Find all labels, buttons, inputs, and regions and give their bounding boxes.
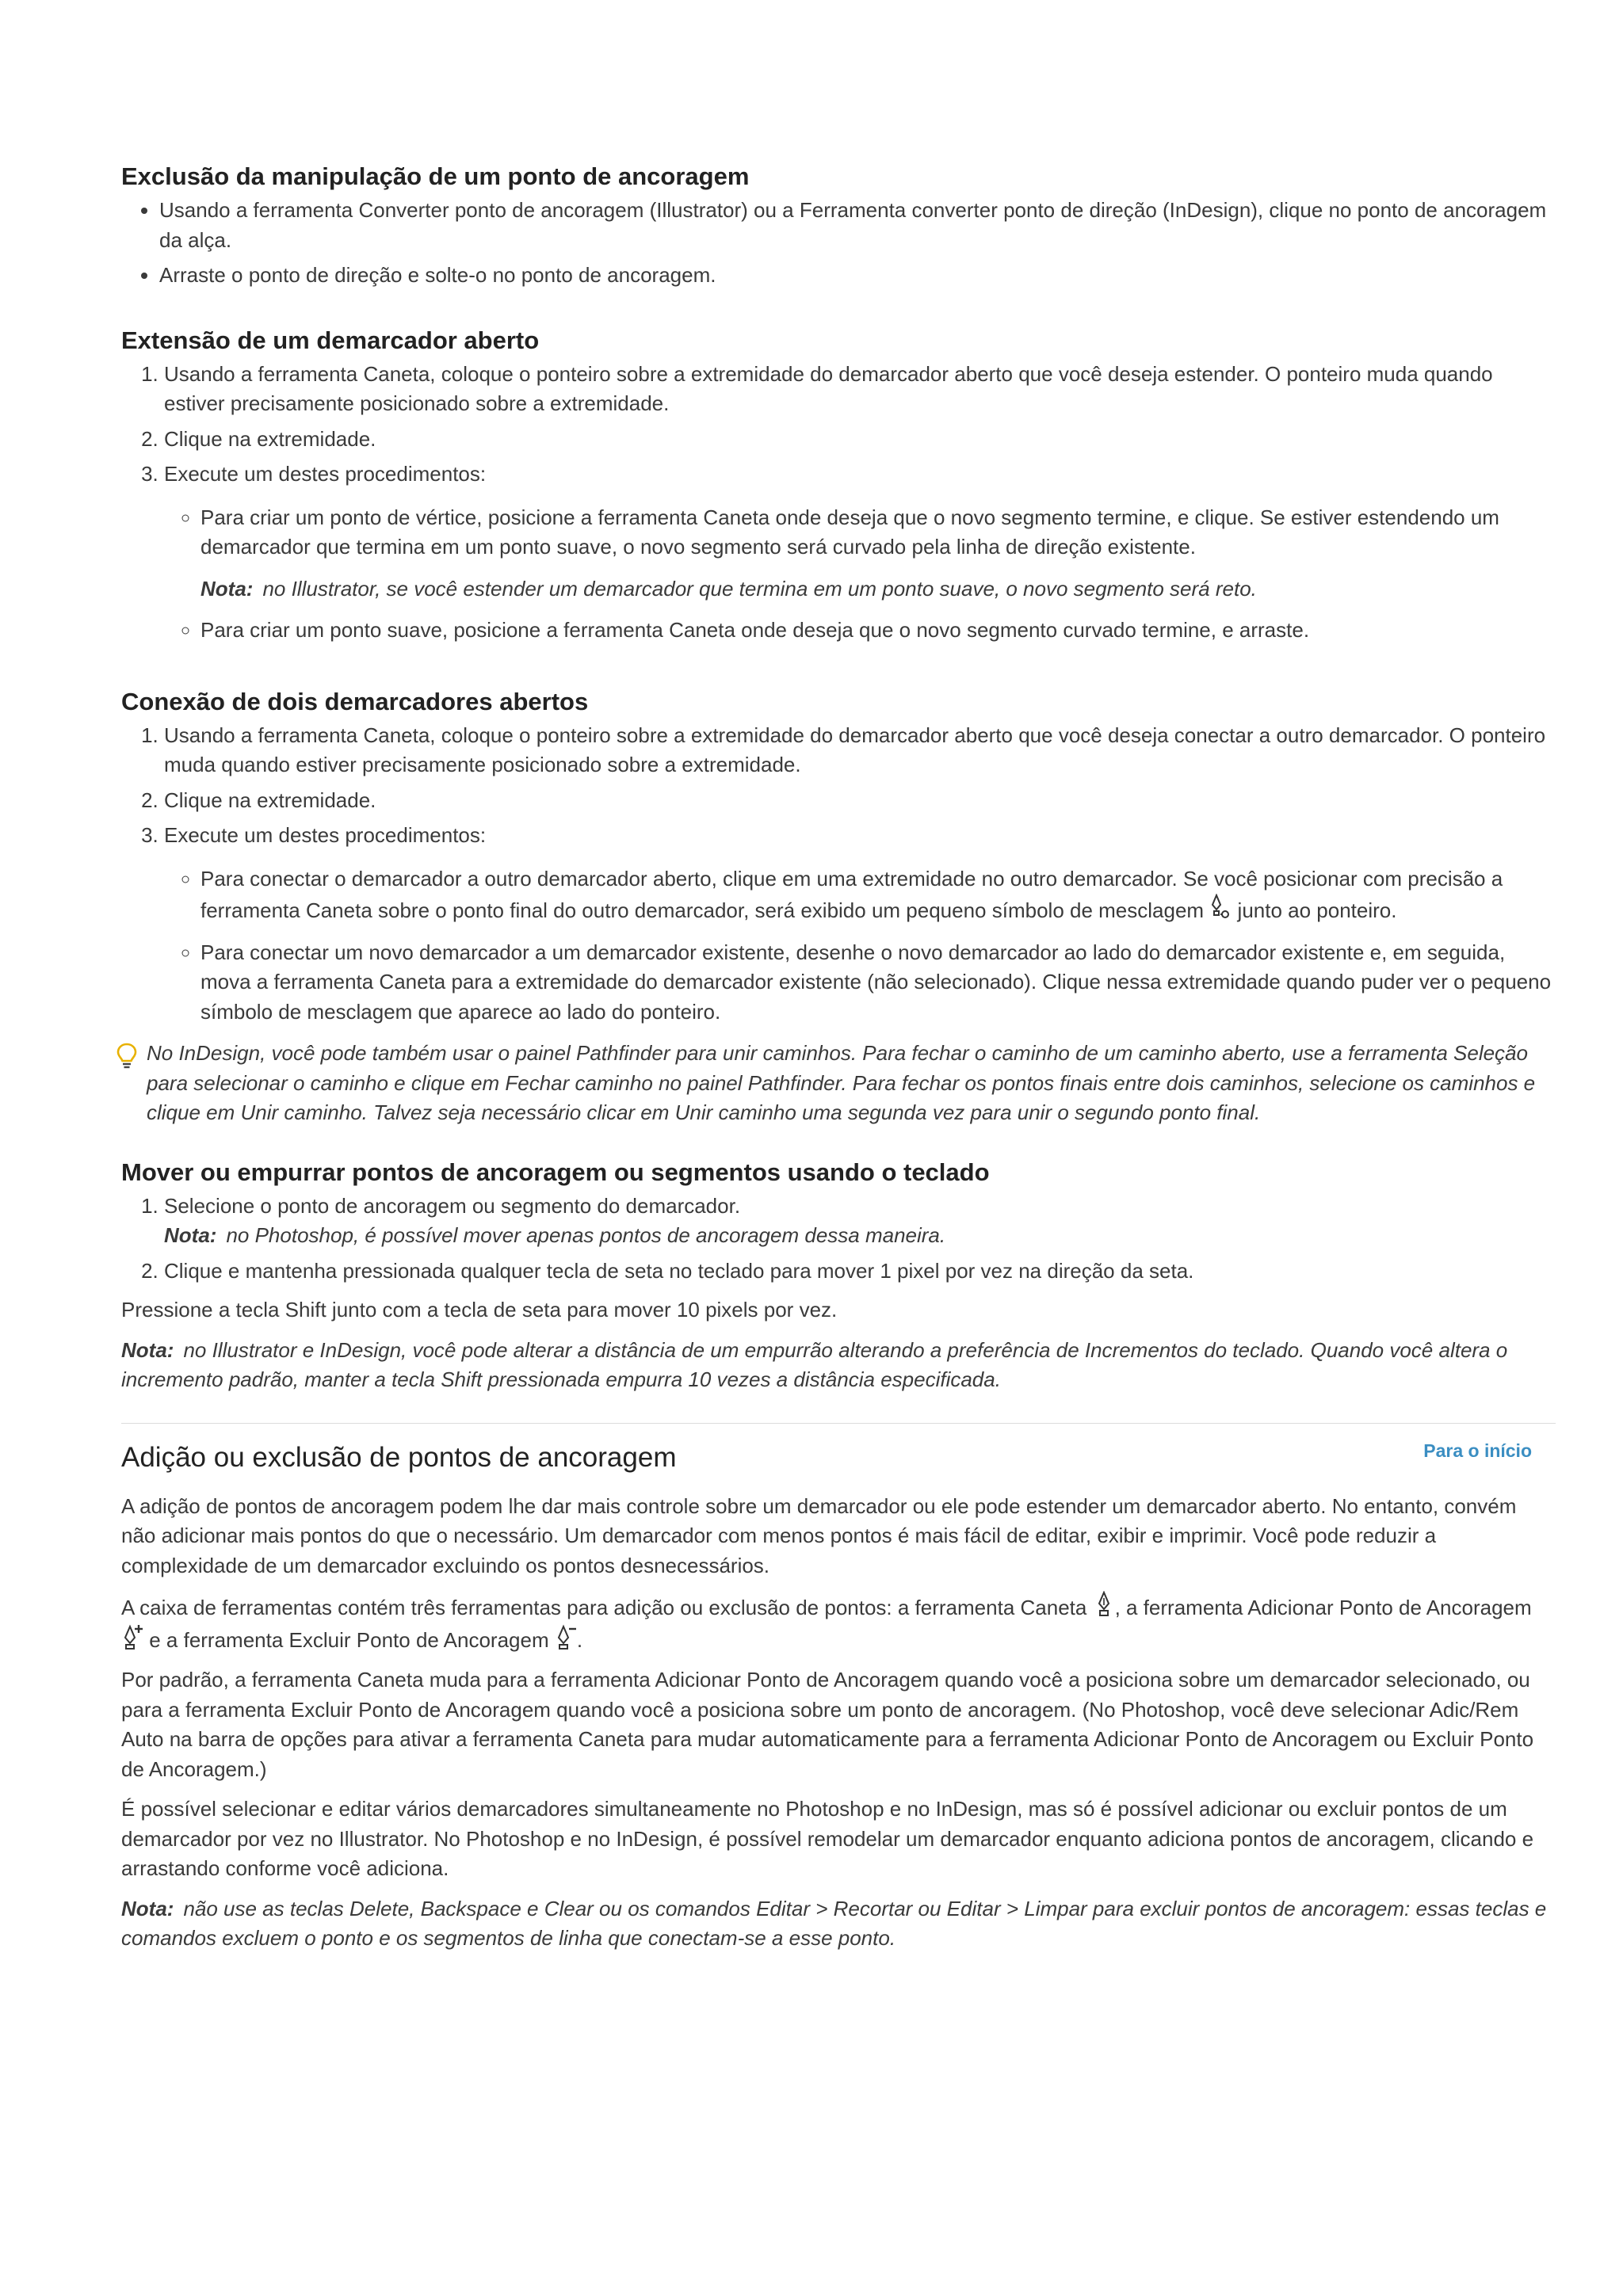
section-title: Exclusão da manipulação de um ponto de ancoragem: [121, 162, 750, 190]
list-item: 1. Usando a ferramenta Caneta, coloque o ponteiro sobre a extremidade do demarcador aberto que você deseja estender. O ponteiro muda quando estiver precisamente posicionado sobre a extremidade.: [164, 360, 1556, 419]
note-text: no Photoshop, é possível mover apenas pontos de ancoragem dessa maneira.: [226, 1223, 946, 1247]
list-item: 1. Usando a ferramenta Caneta, coloque o ponteiro sobre a extremidade do demarcador aberto que você deseja conectar a outro demarcador. O ponteiro muda quando estiver precisamente posicionado sobre a extremidade.: [164, 721, 1556, 780]
sub-bullet-text: Para conectar o demarcador a outro demarcador aberto, clique em uma extremidade no outro demarcador. Se você posicionar com precisão a ferramenta Caneta sobre o ponto final do outro demarcador, será exibido um pequeno símbolo de mesclagem: [200, 866, 1503, 922]
steps-list: [121, 360, 1556, 646]
steps-list: [121, 721, 1556, 1028]
list-item: ◦ Para criar um ponto suave, posicione a ferramenta Caneta onde deseja que o novo segmento curvado termine, e arraste.: [200, 616, 1556, 646]
content: [121, 161, 1556, 1964]
list-item: 2. Clique e mantenha pressionada qualquer tecla de seta no teclado para mover 1 pixel por vez na direção da seta.: [164, 1257, 1556, 1287]
back-to-top-link[interactable]: Para o início: [1423, 1440, 1532, 1461]
list-item: 2. Clique na extremidade.: [164, 786, 1556, 816]
note-label: Nota:: [121, 1896, 174, 1920]
section-title: Extensão de um demarcador aberto: [121, 326, 540, 354]
sub-bullet-list: [164, 864, 1556, 1028]
sub-bullet-text: Para criar um ponto de vértice, posicione a ferramenta Caneta onde deseja que o novo segmento termine, e clique. Se estiver estendendo um demarcador que termina em um ponto suave, o novo segmento será curvado pela linha de direção existente.: [200, 505, 1499, 559]
note: [164, 1221, 1556, 1251]
step-text: Selecione o ponto de ancoragem ou segmento do demarcador.: [164, 1193, 741, 1218]
delete-anchor-point-icon: [555, 1623, 577, 1650]
paragraph: [121, 1591, 1556, 1655]
note-label: Nota:: [164, 1223, 217, 1247]
paragraph-text: , a ferramenta Adicionar Ponto de Ancoragem: [1114, 1596, 1532, 1619]
section-nudge-points: [121, 1157, 1556, 1395]
sub-bullet-list: [164, 503, 1556, 646]
section-title: Conexão de dois demarcadores abertos: [121, 687, 589, 715]
step-text: Execute um destes procedimentos:: [164, 462, 487, 486]
note: [121, 1894, 1556, 1954]
lightbulb-icon: [115, 1042, 139, 1070]
list-item: [200, 864, 1556, 926]
note: [200, 574, 1556, 605]
add-anchor-point-icon: [121, 1623, 143, 1650]
list-item: [164, 1192, 1556, 1251]
bullet-list: [121, 196, 1556, 291]
list-item: • Usando a ferramenta Converter ponto de ancoragem (Illustrator) ou a Ferramenta converter ponto de direção (InDesign), clique no ponto de ancoragem da alça.: [159, 196, 1556, 255]
note: [121, 1336, 1556, 1395]
list-item: [200, 503, 1556, 605]
list-item: • Arraste o ponto de direção e solte-o no ponto de ancoragem.: [159, 261, 1556, 291]
list-item: [164, 821, 1556, 1027]
list-item: [164, 460, 1556, 646]
sub-bullet-text: junto ao ponteiro.: [1232, 898, 1397, 922]
note-label: Nota:: [121, 1337, 174, 1362]
note-text: no Illustrator e InDesign, você pode alterar a distância de um empurrão alterando a preferência de Incrementos do teclado. Quando você altera o incremento padrão, manter a tecla Shift pressionada empurra 10 vezes a distância especificada.: [121, 1337, 1508, 1391]
section-extend-path: [121, 325, 1556, 646]
paragraph-text: .: [576, 1627, 583, 1652]
note-text: não use as teclas Delete, Backspace e Clear ou os comandos Editar > Recortar ou Editar > Limpar para excluir pontos de ancoragem: essas teclas e comandos excluem o ponto e os segmentos de linha que conectam-se a esse ponto.: [121, 1896, 1547, 1950]
paragraph-text: e a ferramenta Excluir Ponto de Ancoragem: [143, 1627, 555, 1652]
note-text: no Illustrator, se você estender um demarcador que termina em um ponto suave, o novo segmento será reto.: [262, 576, 1257, 601]
list-item: 2. Clique na extremidade.: [164, 425, 1556, 455]
paragraph: A adição de pontos de ancoragem podem lhe dar mais controle sobre um demarcador ou ele pode estender um demarcador aberto. No entanto, convém não adicionar mais pontos do que o necessário. Um demarcador com menos pontos é mais fácil de editar, exibir e imprimir. Você pode reduzir a complexidade de um demarcador excluindo os pontos desnecessários.: [121, 1493, 1517, 1577]
section-connect-paths: [121, 686, 1556, 1128]
pen-tool-icon: [1093, 1591, 1115, 1618]
step-text: Execute um destes procedimentos:: [164, 823, 487, 847]
tip: [115, 1039, 1556, 1128]
paragraph: É possível selecionar e editar vários demarcadores simultaneamente no Photoshop e no InDesign, mas só é possível adicionar ou excluir pontos de um demarcador por vez no Illustrator. No Photoshop e no InDesign, é possível remodelar um demarcador enquanto adiciona pontos de ancoragem, clicando e arrastando conforme você adiciona.: [121, 1797, 1534, 1880]
list-item: ◦ Para conectar um novo demarcador a um demarcador existente, desenhe o novo demarcador ao lado do demarcador existente e, em seguida, mova a ferramenta Caneta para a extremidade do demarcador existente (não selecionado). Clique nessa extremidade quando puder ver o pequeno símbolo de mesclagem que aparece ao lado do ponteiro.: [200, 938, 1556, 1028]
section-header: [121, 1424, 1556, 1476]
pen-merge-icon: [1209, 894, 1232, 921]
page-section-title: Adição ou exclusão de pontos de ancoragem: [121, 1441, 677, 1473]
paragraph-text: A caixa de ferramentas contém três ferramentas para adição ou exclusão de pontos: a ferramenta Caneta: [121, 1596, 1093, 1619]
section-delete-handle: [121, 161, 1556, 291]
section-title: Mover ou empurrar pontos de ancoragem ou segmentos usando o teclado: [121, 1158, 990, 1186]
paragraph: Por padrão, a ferramenta Caneta muda para a ferramenta Adicionar Ponto de Ancoragem quando você a posiciona sobre um demarcador selecionado, ou para a ferramenta Excluir Ponto de Ancoragem quando você a posiciona sobre um ponto de ancoragem. (No Photoshop, você deve selecionar Adic/Rem Auto na barra de opções para ativar a ferramenta Caneta para mudar automaticamente para a ferramenta Adicionar Ponto de Ancoragem ou Excluir Ponto de Ancoragem.): [121, 1668, 1534, 1781]
tip-text: No InDesign, você pode também usar o painel Pathfinder para unir caminhos. Para fechar o caminho de um caminho aberto, use a ferramenta Seleção para selecionar o caminho e clique em Fechar caminho no painel Pathfinder. Para fechar os pontos finais entre dois caminhos, selecione os caminhos e clique em Unir caminho. Talvez seja necessário clicar em Unir caminho uma segunda vez para unir o segundo ponto final.: [147, 1041, 1536, 1124]
note-label: Nota:: [200, 576, 254, 601]
paragraph: Pressione a tecla Shift junto com a tecla de seta para mover 10 pixels por vez.: [121, 1298, 838, 1322]
steps-list: [121, 1192, 1556, 1287]
